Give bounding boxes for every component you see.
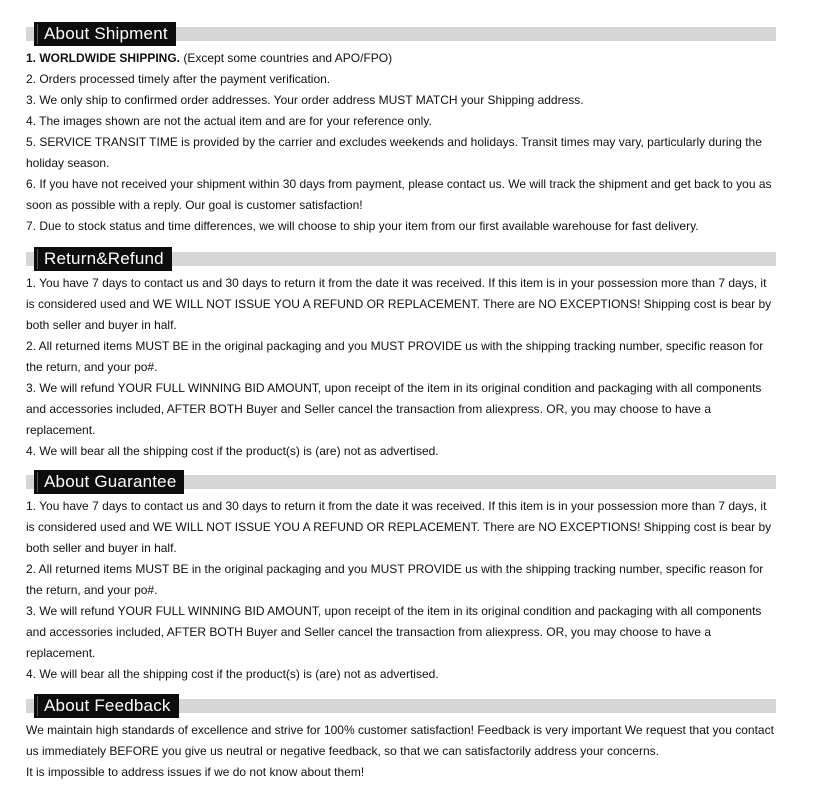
shipment-line: 5. SERVICE TRANSIT TIME is provided by the carrier and excludes weekends and holidays. Transit times may vary, particularly during the xyxy=(26,135,762,149)
refund-line: 3. We will refund YOUR FULL WINNING BID AMOUNT, upon receipt of the item in its original condition and packaging with all components xyxy=(26,381,762,395)
shipment-line: 2. Orders processed timely after the payment verification. xyxy=(26,72,331,86)
shipment-heading: About Shipment xyxy=(34,22,176,46)
refund-text xyxy=(26,273,786,462)
feedback-heading: About Feedback xyxy=(34,694,179,718)
refund-heading: Return&Refund xyxy=(34,247,172,271)
shipment-line: holiday season. xyxy=(26,156,110,170)
shipment-line: 6. If you have not received your shipment within 30 days from payment, please contact us. We will track the shipment and get back to you as xyxy=(26,177,772,191)
shipment-line: soon as possible with a reply. Our goal is customer satisfaction! xyxy=(26,198,363,212)
refund-line: 1. You have 7 days to contact us and 30 days to return it from the date it was received. If this item is in your possession more than 7 days, it xyxy=(26,276,767,290)
guarantee-line: 4. We will bear all the shipping cost if the product(s) is (are) not as advertised. xyxy=(26,667,439,681)
guarantee-line: 2. All returned items MUST BE in the original packaging and you MUST PROVIDE us with the shipping tracking number, specific reason for xyxy=(26,562,764,576)
shipment-line-1-bold: 1. WORLDWIDE SHIPPING. xyxy=(26,51,181,65)
refund-line: is considered used and WE WILL NOT ISSUE YOU A REFUND OR REPLACEMENT. There are NO EXCEPTIONS! Shipping cost is bear by xyxy=(26,297,772,311)
guarantee-line: replacement. xyxy=(26,646,96,660)
refund-line: replacement. xyxy=(26,423,96,437)
shipment-line-1 xyxy=(26,48,786,69)
refund-line: 4. We will bear all the shipping cost if the product(s) is (are) not as advertised. xyxy=(26,444,439,458)
guarantee-heading: About Guarantee xyxy=(34,470,184,494)
feedback-line: We maintain high standards of excellence and strive for 100% customer satisfaction! Feedback is very important We request that you contact xyxy=(26,723,774,737)
guarantee-line: 3. We will refund YOUR FULL WINNING BID AMOUNT, upon receipt of the item in its original condition and packaging with all components xyxy=(26,604,762,618)
guarantee-line: is considered used and WE WILL NOT ISSUE YOU A REFUND OR REPLACEMENT. There are NO EXCEPTIONS! Shipping cost is bear by xyxy=(26,520,772,534)
guarantee-line: both seller and buyer in half. xyxy=(26,541,177,555)
refund-line: the return, and your po#. xyxy=(26,360,158,374)
refund-line: both seller and buyer in half. xyxy=(26,318,177,332)
feedback-text xyxy=(26,720,786,783)
guarantee-line: the return, and your po#. xyxy=(26,583,158,597)
refund-line: 2. All returned items MUST BE in the original packaging and you MUST PROVIDE us with the shipping tracking number, specific reason for xyxy=(26,339,764,353)
feedback-line: It is impossible to address issues if we do not know about them! xyxy=(26,765,365,779)
shipment-line: 4. The images shown are not the actual item and are for your reference only. xyxy=(26,114,432,128)
shipment-text xyxy=(26,48,786,237)
shipment-line: 3. We only ship to confirmed order addresses. Your order address MUST MATCH your Shipping address. xyxy=(26,93,584,107)
shipment-line-1-rest: (Except some countries and APO/FPO) xyxy=(180,51,393,65)
shipment-line: 7. Due to stock status and time differences, we will choose to ship your item from our first available warehouse for fast delivery. xyxy=(26,219,699,233)
guarantee-line: and accessories included, AFTER BOTH Buyer and Seller cancel the transaction from aliexpress. OR, you may choose to have a xyxy=(26,625,711,639)
refund-line: and accessories included, AFTER BOTH Buyer and Seller cancel the transaction from aliexpress. OR, you may choose to have a xyxy=(26,402,711,416)
guarantee-text xyxy=(26,496,786,685)
feedback-line: us immediately BEFORE you give us neutral or negative feedback, so that we can satisfactorily address your concerns. xyxy=(26,744,659,758)
guarantee-line: 1. You have 7 days to contact us and 30 days to return it from the date it was received. If this item is in your possession more than 7 days, it xyxy=(26,499,767,513)
